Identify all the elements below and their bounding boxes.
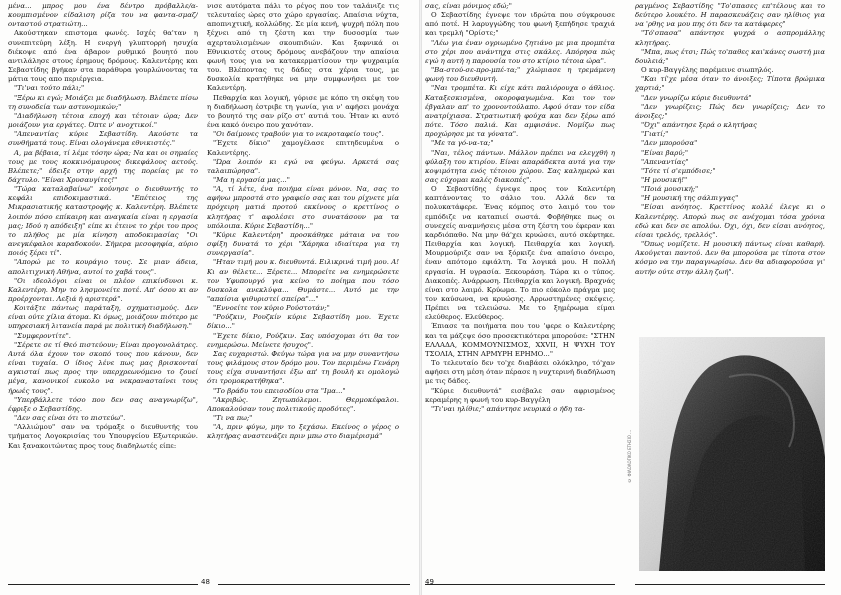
- paragraph: μένα... μπρος μου ένα δέντρο πρόβαλλε/α-κουμπισμένον είδαλιση ρίζα του να φαντα-σμαζ/ονταστού στρατιώτη...: [8, 2, 198, 29]
- paragraph: "Αλλιώμου" σαν να τρόμαξε ο διευθυντής του τμήματος Λογοκρισίας του Υπουργείου Εξωτερικών. Και ξανακοιτώντας προς τους διαδηλωτές είπε:: [8, 423, 198, 450]
- paragraph: "Τώρα καταλαβαίνω" κούνησε ο διευθυντής το κεφάλι επιδοκιμαστικά. "Επέτειος της Μικρασιατικής καταστροφής κ. Καλεντέρη. Βλέπετε λοιπόν πόσο επίκαιρη και αναγκαία είναι η εργασία μας; Ιδού η απόδειξη" είπε κι έτεινε το χέρι του προς το πλήθος με μία κίνηση αποδοκιμασίας "Οι ανεγκέφαλοι καραδοκούν. Σήμερα μεσοφηφία, αύριο ποιός ξέρει τί".: [8, 185, 198, 258]
- paragraph: "Δεν σας είναι ότι το πιστεύω".: [14, 414, 126, 423]
- gutter-credit-note: © ΦΙΛΟΛΟΓΙΚΟ ΕΤΗΣΙΟ ...: [627, 430, 632, 483]
- paragraph: "Ώρα λοιπόν κι εγώ να φεύγω. Αρκετά σας ταλαιπώρησα".: [207, 157, 399, 175]
- left-page-column-2: [207, 2, 399, 577]
- paragraph: Ο κυρ-Βαγγέλης παρέμεινε σιωπηλός.: [641, 66, 774, 75]
- paragraph: Κοιτάξτε πάντως παράταξη, σχηματισμούς. Δεν είναι ούτε χίλια άτομα. Κι όμως, μοιάζουν πιότερο με υπηρεσιακή λιτανεία παρά με πολιτική διαδήλωση.": [8, 304, 198, 331]
- paragraph: "Γιατί;": [641, 130, 669, 139]
- paragraph: Το τελευταίο δεν το'χε διαβάσει ολόκληρο, τό'χαν αφήσει στη μέση όταν πέρασε η νυχτερινή διαδήλωση με τις δάδες.: [425, 359, 615, 386]
- paragraph: "Έχετε δίκιο" χαμογέλασε επιτηδευμένα ο Καλεντέρης.: [207, 139, 399, 157]
- paragraph: Ακούστηκαν επιστομα φωνές. Ισχές θα'ταν η συνεπιτεύρη λέξη. Η ενεργή γλυπτορρή ησυχία διέκοψε από ένα άβαρον ρυθμικό βουητό που αντιλάλησε στους έρημους δρόμους. Καλεντέρης και Σεβαστίδης βγήκαν στα παράθυρα γουρλώνοντας τα μάτια τους απο περιέργεια.: [8, 29, 198, 84]
- right-page: [421, 0, 841, 595]
- paragraph: "Συμφεροντίτε".: [14, 331, 72, 340]
- paragraph: "Ακριβώς. Ζητωπόλεμοι. Θερμοκέφαλοι. Αποκαλούσαν τους πολιτικούς προδότες".: [207, 395, 399, 413]
- paragraph: "Τό'σπασα" απάντησε ψυχρά ο ασπρομάλλης κλητήρας.: [635, 29, 825, 47]
- paragraph: "Η μουσική της σάλπιγγας": [641, 194, 739, 203]
- paragraph: Πεθαρχία και λογική, γύρισε με κόπο τη σκέψη του η διαδήλωση έστριβε τη γωνία, για ν' αφήσει μονάχα το βουητό της σαν ρίζο στ' αυτιά του. Ήταν κι αυτό ένα κακό όνειρο που χανόταν.: [207, 93, 399, 130]
- footer-rule-left: [8, 584, 198, 585]
- left-page-column-1: [8, 2, 198, 577]
- paragraph: "Απεναντίας κύριε Σεβαστίδη. Ακούστε τα συνθήματά τους. Είναι ολογάνεμα εθνικιστές.": [8, 130, 198, 148]
- paragraph: Έπιασε τα ποιήματα που του 'φερε ο Καλεντέρης και τα μάζεψε όσο προσεκτικότερα μπορούσε: "ΣΤΗΝ ΕΛΛΑΔΑ, ΚΟΜΜΟΥΝΙΣΜΟΣ, XXVII, Η ΨΥΧΗ ΤΟΥ ΤΣΟΛΙΑ, ΣΤΗΝ ΑΡΜΥΡΗ ΕΡΗΜΟ...": [425, 322, 615, 358]
- paragraph: "Διαδήλωση τέτοια εποχή και τέτοιαν ώρα; Δεν μοιάζουν για εργάτες. Όπτε ν' ανοχτικοί.": [8, 111, 198, 130]
- paragraph: "Ξέρω κι εγώ; Μοιάζει με διαδήλωση. Βλέπετε πίσω τη συνοδεία των αστυνομικών;": [8, 93, 198, 111]
- footer-rule-left-2: [218, 584, 410, 585]
- paragraph: "Οι δαίμονες τραβούν για το νεκροταφείο τους".: [213, 130, 384, 139]
- paragraph: "Υπερβάλλετε τόσο που δεν σας αναγνωρίζω", έφριξε ο Σεβαστίδης.: [8, 395, 198, 413]
- paragraph: σας, είναι μόνιμος εδώ;": [425, 2, 512, 10]
- page-number-left: 48: [201, 578, 210, 586]
- paragraph: "Κύριε Καλεντέρη" προσκάθηκε μάταια να του σφίξη δυνατά το χέρι "Χάρηκα ιδιαίτερα για τη συνεργασία".: [207, 230, 399, 258]
- right-page-column-2: [635, 2, 825, 332]
- dark-figure-photo: [639, 337, 825, 571]
- paragraph: "Τότε τί σ'εμπόδισε;": [641, 166, 716, 175]
- left-page: [0, 0, 420, 595]
- footer-rule-right: [425, 584, 615, 585]
- paragraph: "Κύριε διευθυντά" εισέβαλε σαν αφρισμένος κεραμέρης η φωνή του κυρ-Βαγγέλη: [425, 386, 615, 404]
- paragraph: "Δεν γνωρίζεις; Πώς δεν γνωρίζεις; Δεν το άνοιξες;": [635, 102, 825, 120]
- paragraph: "Μα η εργασία μας...": [213, 175, 290, 184]
- paragraph: "Λέω για έναν ογριωμένο ζητιάνο με μια προμπέτα στο χέρι που ανάντηχα στις σκάλες. Απόρησα πώς εγώ η αυτή η παρουσία του στο κτίριο τέτοια ώρα".: [425, 38, 615, 65]
- paragraph: "Βα-στού-σε-προ-μπέ-τα;" χλώμιασε η τρεμάμενη φωνή του διευθυντή.: [425, 66, 615, 84]
- paragraph: Ο Σεβαστίδης έγνεψε προς τον Καλεντέρη καπτάνοντας το σάλιο του. Αλλά δεν τα πολυκατάφερε. Ένας κόμπος στο λαιμό του τον εμπόδιζε να καταπιεί σωστά. Φοβήθηκε πως οι συνεχείς αναμνήσεις μέσα στη ζέστη του έφεραν και καρδιόπαθο. Να μην θά'χει κρυώσει, αυτό σκέφτηκε. Πειθαρχία και λογική. Πειθαρχία και λογική. Μουρμούριζε σαν να ξόρκιζε ένα απαίσιο όνειρο, έναν απότομο εφιάλτη. Τα λογικά μου. Η πολλή εργασία. Η υγρασία. Ξεκουράση. Τώρα κι ο τύπος. Διακοπές. Ανάρρωση. Πειθαρχία και λογική. Βραχνάς είναι στο λαιμό. Κρύωμα. Το πιο εύκολο πράγμα μες τον καύσωνα, να κρυώσης. Αρρωστημένες σκέψεις. Πρέπει να τελειώσω. Με το ξημέρωμα είμαι ελεύθερος. Ελεύθερος.: [425, 185, 615, 322]
- paragraph: "Είναι βαρύ;": [641, 148, 689, 157]
- paragraph: "Με τα γό-να-τα;": [431, 139, 494, 148]
- paragraph: Ο Σεβαστίδης έγνεψε τον ιδρώτα που σύγκρουσε από ποτέ. Η λαρυγγώδης του φωνή ξεπήδησε τραχιά και τρεμλή "Ορίστε;": [425, 11, 615, 38]
- paragraph: "Δεν μπορούσα": [641, 139, 698, 148]
- paragraph: "Α, πριν φύγω, μην το ξεχάσω. Εκείνος ο γέρος ο κλητήρας αναστενάζει πριν μπω στο διαμέρισμά": [207, 423, 399, 441]
- paragraph: Σας ευχαριστώ. Φεύγω τώρα για να μην συναντήσω τους φιλάμους στον δρόμο μου. Τον περιμένω Γενάρη τους είχα συναντήσει έξω απ' τη βουλή κι ομολογώ ότι τρομοκρατήθηκα".: [207, 349, 399, 386]
- paragraph: "Ναι, τέλος πάντων. Μάλλον πρέπει να ελεγχθή η φύλαξη του κτιρίου. Είναι απαράδεκτα αυτά για την κοψιμότητα ενός τέτοιου χώρου. Σας καλημερώ και σας εύχομαι καλές διακοπές".: [425, 148, 615, 184]
- paragraph: "Ηταν τιμή μου κ. διευθυντά. Ειλικρινά τιμή μου. Α! Κι αν θέλετε... Ξέρετε... Μπορείτε να ενημερώσετε τον Υφυπουργό για κείνο το ποίημα που τόσο δυσκολα ανεκλύψα... Θυμάστε... Αυτό με την "απαίσια ψιθυριστεί σπείρα"...": [207, 258, 399, 303]
- paragraph: "Όπως νομίζετε. Η μουσική πάντως είναι καθαρή. Ακούγεται παντού. Δεν θα μπορούσα με τίποτα στον κόσμο να την παραγνωρίσω. Δεν θα αδιαφορούσα γι' αυτήν ούτε στην άλλη ζωή".: [635, 240, 825, 276]
- paragraph: "Απεναντίας": [641, 157, 689, 166]
- paragraph: "Α, τί λέτε, ένα ποιήμα είναι μόνον. Να, σας το αφήνω μπροστά στο γραφείο σας και του ρίχνετε μία πρόχειρη ματιά προτού εκκίνους ο κρεττίνος ο κλητήρας τ' αφολέσει στο συνατάσουν μα τα υπόλοιπα. Κύριε Σεβαστίδη...": [207, 185, 399, 230]
- paragraph: "Το βράδυ του επεισοδίου στα "Ιμα...": [213, 386, 346, 395]
- paragraph: "Τι'ναι ηλίθιε;" απάντησε νευρικά ο ήδη τα-: [431, 404, 585, 413]
- paragraph: "Ρούζκιν, Ρουζκίν κύριε Σεβαστίδη μου. Έχετε δίκιο...": [207, 313, 399, 331]
- paragraph: "Εννοείτε τον κύριο Ρούστοτάν;": [213, 304, 330, 313]
- paragraph: "Οι ιδεολόγοι είναι οι πλέον επικίνδυνοι κ. Καλεντέρη. Μην το λησμονείτε ποτέ. Απ' όσου κι αν προέρχονται. Λεξιά ή αριστερά".: [8, 276, 198, 303]
- photograph-plate: [639, 337, 825, 571]
- paragraph: "Ποιά μουσική;": [641, 185, 699, 194]
- page-number-right: 49: [425, 578, 434, 586]
- paragraph: νισε αυτόματα πάλι το ρέγος που τον ταλάνιζε τις τελευταίες ώρες στο χώρο εργασίας. Απαίσια νύχτα, αποπνιχτική, κολλώδης. Σε μία κενή, ψυχρή πόλη που ξέχνει από τη ζέστη και την δυσοσμία των αχερταυλισμένων σκουπιδιών. Και ξαφνικά οι Εθνικιστές στους δρόμους ανεβάζουν την απαίσια φωνή τους για να κατακερματίσουν την ψυχραιμία του. Βλέποντας τις δάδες στα χέρια τους, με δυσκολία κρατήθηκε να μην συμφωνήσει με τον Καλεντέρη.: [207, 2, 399, 93]
- paragraph: "Τι'ναι τούτο πάλι;": [14, 84, 85, 93]
- paragraph: "Και τί'χε μέσα όταν το άνοιξες; Τίποτα βρώμικα χαρτιά;": [635, 75, 825, 93]
- paragraph: "Σέρετε σε τί Θεό πιστεύουν; Είναι προγονολάτρες. Αυτά όλα έχουν τον σκοπό τους που κάνουν, δεν είναι τυχαία. Ο ίδιος λένε πως μας βρισκονταί αγκισταί πως προς την υπερχρεωνόμενο το ζουεί μέγα, κανονικοί ευκολο να νεκρανασταίνει τους ήρωές τους".: [8, 340, 198, 395]
- right-page-column-1: [425, 2, 615, 580]
- paragraph: "Έχετε δίκιο, Ρούζκιν. Σας υπόσχομαι ότι θα τον ενημερώσω. Μείνετε ήσυχος".: [207, 331, 399, 349]
- paragraph: "Ναι τρομπέτα. Κι είχε κάτι παλιόρουχα ο άθλιος. Καταξεσκισμένα, οκοροφαγωμένα. Και τον τον έβγαλαν απ' το χρονοντούλαπο. Αφού όταν τον είδα ανατρίχιασα. Στρατιωτική φούχα και δεν ξέρω από πότε. Τόσο παλιά. Και αμφισάνε. Νομίζω πως προχώρησε με τα γόνατα".: [425, 84, 615, 139]
- paragraph: ραγμένος Σεβαστίδης "Το'σπασες επ'τέλους και το δεύτερο λουκέτο. Η παρασκευάζεις σαν ηλίθιος για να 'ρθης να μου πης ότι δεν τα κατάφερες": [635, 2, 825, 29]
- footer-rule-right-2: [635, 584, 825, 585]
- paragraph: "Όχι" απάντησε ξερά ο κλητήρας: [641, 121, 757, 130]
- paragraph: "Η μουσική!": [641, 175, 688, 184]
- paragraph: "Είσαι ανόητος. Κρεττίνος κολλέ έλεγε κι ο Καλεντέρης. Απορώ πως σε ανέχομαι τόσα χρόνια εδώ και δεν σε απολύω. Όχι, όχι, δεν είσαι ανόητος, είσαι τρελός, τρελλός".: [635, 203, 825, 239]
- paragraph: "Μπα, πως έτσι; Πώς το'παθες και'κάνες σωστή μια δουλειά;": [635, 47, 825, 65]
- paragraph: "Απορώ με το κουράγιο τους. Σε μιαν άδεια, απολιτιχνική Αθήνα, αυτοί το χαβά τους".: [8, 258, 198, 276]
- paragraph: Α, μα βέβαια, τί λέμε τόσην ώρα; Να και οι σημαίες τους με τους κοκκινόμαυρους δικεφάλους αετούς. Βλέπετε;" έδειξε στην αρχή της πορείας με το δάχτυλο. "Είναι Χρυσαυγίτες!": [8, 148, 198, 184]
- paragraph: "Τι να πω;": [213, 414, 253, 423]
- paragraph: "Δεν γνωρίζω κύριε διευθυντά": [641, 93, 752, 102]
